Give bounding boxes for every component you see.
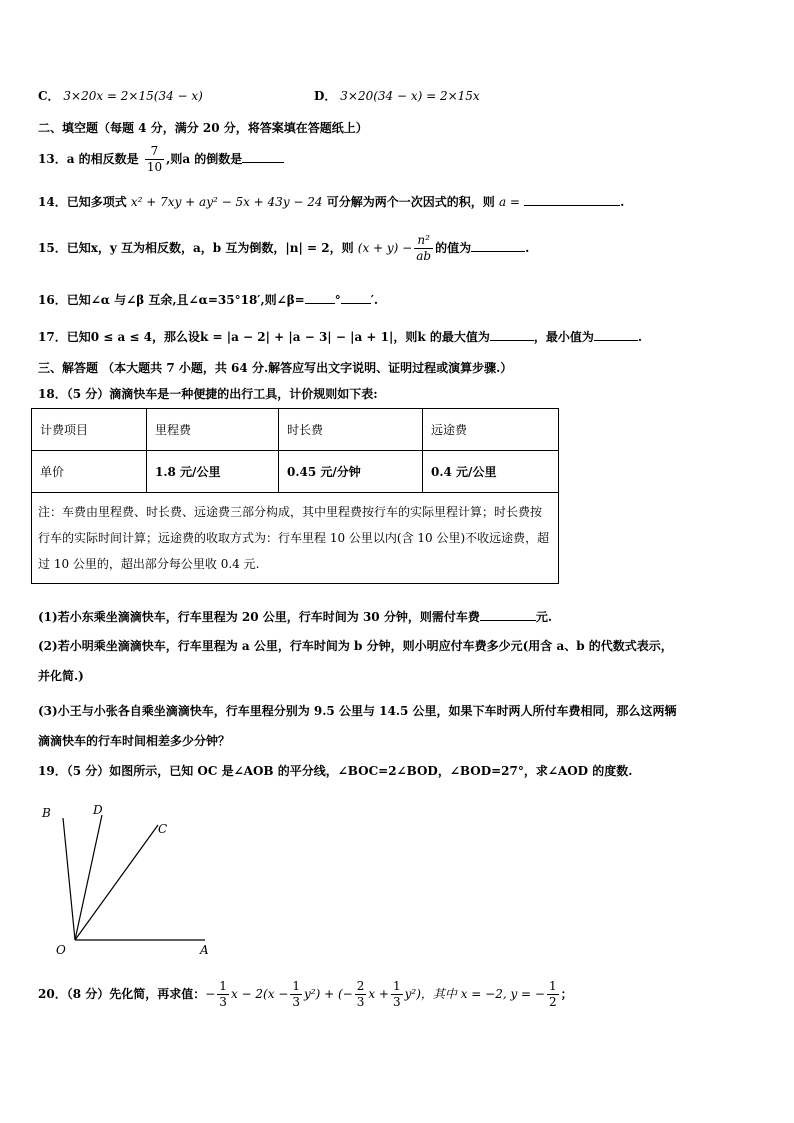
question-15 [38,230,529,266]
question-16 [38,291,378,308]
point-label-a: A [200,943,209,957]
q16-text: 已知∠α 与∠β 互余,且∠α=35°18′,则∠β= [66,293,305,307]
fee-table-header: 里程费 [147,409,279,451]
q13-number: 13． [38,152,67,166]
q20-part: − [205,987,216,1001]
q20-fraction [217,979,229,1010]
q18-sub3-line2: 滴滴快车的行车时间相差多少分钟？ [38,734,231,748]
q20-fraction [391,979,403,1010]
q16-degree-symbol: ° [334,293,341,307]
q20-part: y²) + (− [303,987,353,1001]
fee-table [31,408,559,584]
q14-end: . [620,195,625,209]
fraction-denominator: 3 [356,995,365,1009]
q15-text2: 的值为 [435,241,472,255]
q15-fraction-numerator: n² [414,233,433,249]
q16-minute-symbol: ′. [370,293,379,307]
fee-table-cell: 单价 [32,451,147,493]
q13-fraction-denominator: 10 [146,160,163,174]
fraction-denominator: 2 [548,995,557,1009]
q18-intro: 18．（5 分）滴滴快车是一种便捷的出行工具，计价规则如下表: [38,387,378,401]
fraction-denominator: 3 [392,995,401,1009]
fee-table-note: 注：车费由里程费、时长费、远途费三部分构成，其中里程费按行车的实际里程计算；时长费按行车的实际时间计算；远途费的收取方式为：行车里程 10 公里以内(含 10 公里)不收远途费，超过 10 公里的，超出部分每公里收 0.4 元. [32,493,559,584]
q13-fraction-numerator: 7 [145,144,164,160]
section-fill-blank-heading: 二、填空题（每题 4 分，满分 20 分，将答案填在答题纸上） [38,121,368,135]
point-label-d: D [93,803,103,817]
q17-max-blank[interactable] [490,328,534,341]
q20-part: x − 2(x − [230,987,289,1001]
q15-end: . [525,241,530,255]
section-solution-heading: 三、解答题 （本大题共 7 小题，共 64 分.解答应写出文字说明、证明过程或演算步骤.） [38,361,513,375]
q15-answer-blank[interactable] [471,239,525,252]
q13-post: ,则a 的倒数是 [166,152,243,166]
q14-a-equals: a = [498,195,520,209]
q18-sub1 [38,608,552,625]
q16-minute-blank[interactable] [341,291,371,304]
option-d-expression: 3×20(34 − x) = 2×15x [340,89,480,103]
fraction-denominator: 3 [219,995,227,1009]
q15-expression: (x + y) − [357,241,413,255]
q15-fraction-denominator: ab [416,249,432,263]
fee-table-cell: 1.8 元/公里 [147,451,279,493]
option-d [314,88,480,104]
q17-min-blank[interactable] [594,328,638,341]
q17-end: . [637,330,643,344]
q17-number: 17． [38,330,67,344]
question-17 [38,328,642,345]
fraction-denominator: 3 [292,995,300,1009]
option-c-expression: 3×20x = 2×15(34 − x) [63,89,203,103]
q17-text1: 已知0 ≤ a ≤ 4，那么设k = |a − 2| + |a − 3| − |a + 1|，则k 的最大值为 [66,330,490,344]
q14-mid: 可分解为两个一次因式的积，则 [326,195,495,209]
fraction-numerator: 1 [392,979,401,993]
question-20 [38,976,573,1012]
option-d-label: D． [314,89,337,103]
fee-table-header-row [32,409,559,451]
q15-number: 15． [38,241,67,255]
q16-number: 16． [38,293,67,307]
q20-part: y²)，其中 x = −2, y = − [404,987,545,1001]
option-c-label: C． [38,89,60,103]
q18-sub1-unit: 元. [535,610,553,624]
fraction-numerator: 2 [356,979,365,993]
question-19: 19．（5 分）如图所示，已知 OC 是∠AOB 的平分线，∠BOC=2∠BOD，∠BOD=27°，求∠AOD 的度数. [38,764,633,778]
fee-table-header: 远途费 [423,409,559,451]
fee-table-header: 时长费 [279,409,423,451]
q18-sub3-line1: (3)小王与小张各自乘坐滴滴快车，行车里程分别为 9.5 公里与 14.5 公里，如果下车时两人所付车费相同，那么这两辆 [38,704,677,718]
fraction-numerator: 1 [548,979,557,993]
q20-part: ； [560,987,573,1001]
q20-part: x + [368,987,389,1001]
point-label-b: B [42,806,51,820]
q14-answer-blank[interactable] [524,193,620,206]
q13-answer-blank[interactable] [242,150,284,163]
q15-text1: 已知x，y 互为相反数，a，b 互为倒数，|n| = 2，则 [66,241,354,255]
q18-sub2-line2: 并化简.) [38,669,84,683]
ray-ob [63,818,75,940]
question-13 [38,142,284,176]
q16-degree-blank[interactable] [305,291,335,304]
angle-diagram [30,795,230,965]
fee-table-cell: 0.4 元/公里 [423,451,559,493]
fee-table-header: 计费项目 [32,409,147,451]
q17-text2: ，最小值为 [533,330,594,344]
fee-table-row [32,451,559,493]
question-14 [38,193,624,210]
fraction-numerator: 1 [292,979,300,993]
q20-number: 20．（8 分）先化简，再求值： [38,987,206,1001]
q18-sub1-text: (1)若小东乘坐滴滴快车，行车里程为 20 公里，行车时间为 30 分钟，则需付车费 [38,610,480,624]
q13-pre: a 的相反数是 [66,152,139,166]
fee-table-note-row [32,493,559,584]
q20-fraction [355,979,367,1010]
fraction-numerator: 1 [219,979,227,993]
point-label-o: O [56,943,66,957]
q13-fraction [145,144,164,175]
q20-fraction [290,979,302,1010]
q18-sub2-line1: (2)若小明乘坐滴滴快车，行车里程为 a 公里，行车时间为 b 分钟，则小明应付车费多少元(用含 a、b 的代数式表示， [38,639,673,653]
fee-table-cell: 0.45 元/分钟 [279,451,423,493]
option-c [38,88,203,104]
point-label-c: C [158,822,168,836]
q18-sub1-answer-blank[interactable] [480,608,536,621]
q14-number: 14． [38,195,67,209]
q14-polynomial: x² + 7xy + ay² − 5x + 43y − 24 [130,195,323,209]
q14-pre: 已知多项式 [66,195,127,209]
q20-fraction [547,979,559,1010]
q15-fraction [414,233,433,264]
